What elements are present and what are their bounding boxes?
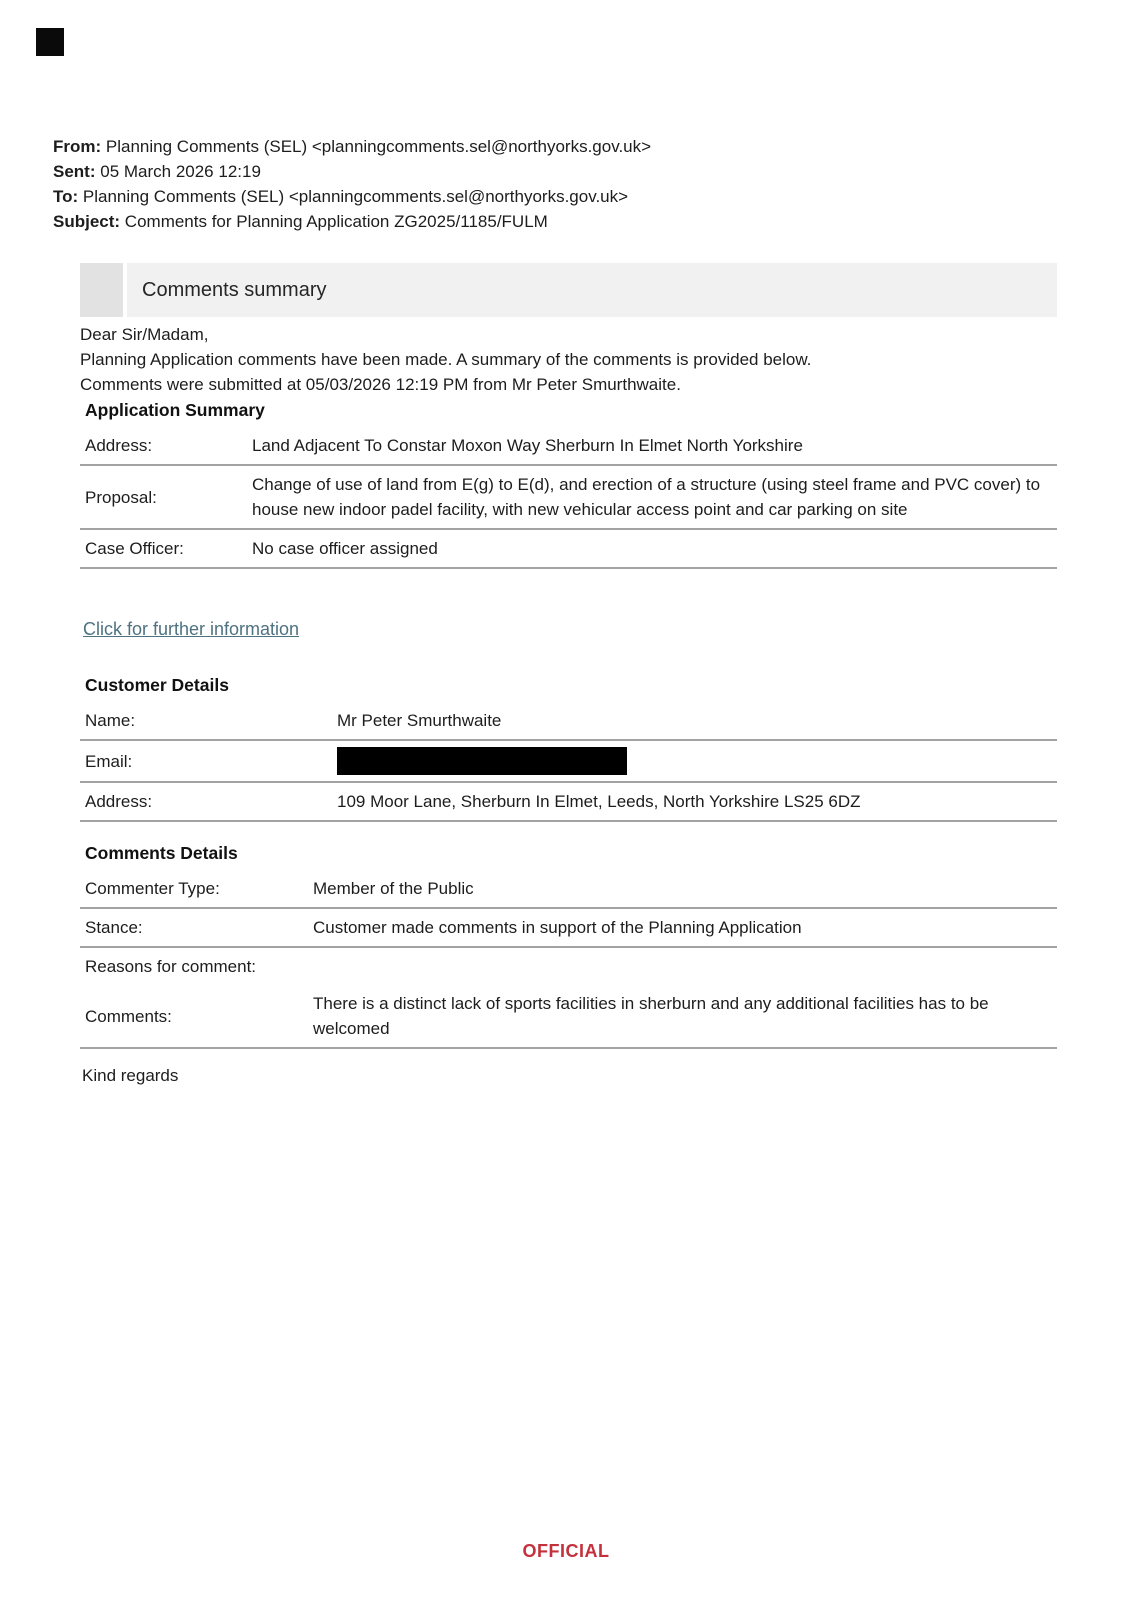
row-value: Member of the Public [313,870,1057,908]
row-label: Email: [80,740,337,782]
table-row [80,947,1057,985]
intro-line-2: Comments were submitted at 05/03/2026 12:19 PM from Mr Peter Smurthwaite. [80,375,681,394]
comments-details-table [80,870,1057,1049]
table-row [80,782,1057,821]
row-label: Proposal: [80,465,252,529]
table-row [80,702,1057,740]
from-label: From: [53,137,102,156]
row-label: Reasons for comment: [85,957,257,976]
row-label: Commenter Type: [80,870,313,908]
row-value: Land Adjacent To Constar Moxon Way Sherburn In Elmet North Yorkshire [252,427,1057,465]
row-value: 109 Moor Lane, Sherburn In Elmet, Leeds, North Yorkshire LS25 6DZ [337,782,1057,821]
email-subject-line [53,209,1073,234]
official-classification-label: OFFICIAL [522,1541,610,1561]
intro-line-1: Planning Application comments have been made. A summary of the comments is provided below. [80,350,812,369]
sent-label: Sent: [53,162,96,181]
from-value: Planning Comments (SEL) <planningcomments.sel@northyorks.gov.uk> [105,137,652,156]
image-placeholder [80,263,123,317]
comments-summary-banner [80,263,1057,317]
customer-details-table [80,702,1057,822]
row-value: Customer made comments in support of the Planning Application [313,908,1057,947]
application-summary-section [80,400,1057,569]
row-label: Stance: [80,908,313,947]
row-value [337,740,1057,782]
email-sent-line [53,159,1073,184]
table-row [80,529,1057,568]
row-label: Comments: [80,985,313,1048]
further-information-link[interactable]: Click for further information [83,619,300,639]
comments-details-section [80,843,1057,1049]
row-value [313,947,1057,985]
row-value: No case officer assigned [252,529,1057,568]
row-label: Case Officer: [80,529,252,568]
table-row [80,908,1057,947]
to-value: Planning Comments (SEL) <planningcomments.sel@northyorks.gov.uk> [82,187,629,206]
row-value: There is a distinct lack of sports facilities in sherburn and any additional facilities has to be welcomed [313,985,1057,1048]
application-summary-heading: Application Summary [85,400,265,420]
broken-image-placeholder [36,28,64,56]
to-label: To: [53,187,79,206]
customer-details-heading: Customer Details [85,675,229,695]
table-row [80,427,1057,465]
email-from-line [53,134,1073,159]
email-redaction-box [337,747,627,775]
row-value: Change of use of land from E(g) to E(d), and erection of a structure (using steel frame and PVC cover) to house new indoor padel facility, with new vehicular access point and car parking on site [252,465,1057,529]
row-label: Address: [80,782,337,821]
sent-value: 05 March 2026 12:19 [100,162,261,181]
table-row [80,465,1057,529]
salutation: Dear Sir/Madam, [80,325,209,344]
application-summary-table [80,427,1057,569]
row-value: Mr Peter Smurthwaite [337,702,1057,740]
email-header [53,134,1073,234]
subject-value: Comments for Planning Application ZG2025/1185/FULM [124,212,548,231]
comments-details-heading: Comments Details [85,843,238,863]
email-to-line [53,184,1073,209]
signoff-text: Kind regards [82,1066,179,1085]
row-label: Name: [80,702,337,740]
banner-title: Comments summary [142,278,327,301]
intro-paragraphs [80,322,1070,397]
table-row [80,740,1057,782]
subject-label: Subject: [53,212,121,231]
customer-details-section [80,675,1057,822]
table-row [80,870,1057,908]
row-label: Address: [80,427,252,465]
table-row [80,985,1057,1048]
